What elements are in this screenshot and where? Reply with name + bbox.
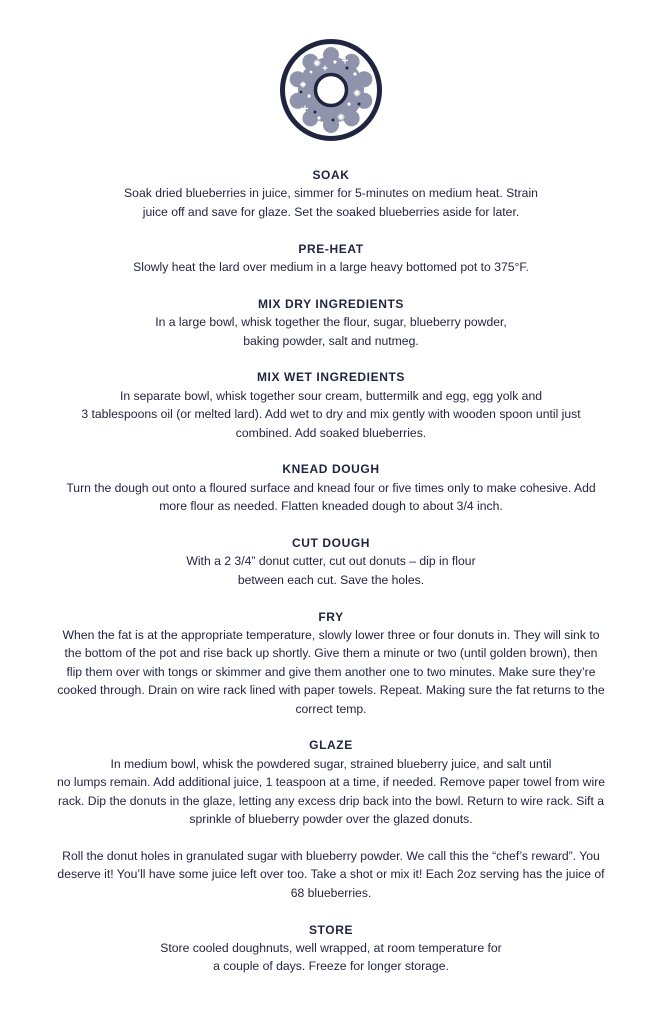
section-pre-heat [14,240,648,277]
section-fry [14,608,648,718]
section-body [14,313,648,350]
section-title: MIX WET INGREDIENTS [256,370,406,385]
text-line: Turn the dough out onto a floured surface and knead four or five times only to make cohesive. Add [66,480,596,495]
section-mix-dry [14,295,648,350]
text-line: When the fat is at the appropriate temperature, slowly lower three or four donuts in. They will sink to [62,628,600,643]
text-line: the bottom of the pot and rise back up shortly. Give them a minute or two (until golden brown), then [64,646,598,661]
text-line: combined. Add soaked blueberries. [235,425,427,440]
section-title: FRY [318,609,344,624]
text-line: juice off and save for glaze. Set the soaked blueberries aside for later. [142,204,520,219]
section-glaze [14,736,648,828]
section-body [14,184,648,221]
text-line: a couple of days. Freeze for longer storage. [213,959,449,974]
section-title: SOAK [312,168,350,182]
section-soak [14,166,648,221]
section-store [14,921,648,976]
text-line: sprinkle of blueberry powder over the glazed donuts. [189,812,473,827]
text-line: In medium bowl, whisk the powdered sugar, strained blueberry juice, and salt until [110,756,552,771]
section-title: STORE [308,922,354,937]
text-line: flip them over with tongs or skimmer and give them another one to two minutes. Make sure they’re [66,664,596,679]
section-body [14,479,648,516]
section-body [14,387,648,442]
donut-icon [279,38,383,142]
section-body [14,939,648,976]
section-title: GLAZE [309,738,353,753]
text-line: 3 tablespoons oil (or melted lard). Add wet to dry and mix gently with wooden spoon until just [81,407,581,422]
text-line: more flour as needed. Flatten kneaded dough to about 3/4 inch. [159,499,503,514]
text-line: Roll the donut holes in granulated sugar with blueberry powder. We call this the “chef’s reward”. You [62,848,600,863]
text-line: Slowly heat the lard over medium in a large heavy bottomed pot to 375°F. [133,260,529,275]
section-cut-dough [14,534,648,589]
section-donut-holes [14,847,648,902]
section-body [14,755,648,829]
text-line: 68 blueberries. [290,885,372,900]
text-line: no lumps remain. Add additional juice, 1 teaspoon at a time, if needed. Remove paper towel from wire [56,775,606,790]
section-title: KNEAD DOUGH [282,462,380,477]
text-line: Soak dried blueberries in juice, simmer for 5-minutes on medium heat. Strain [124,186,538,201]
section-body [14,847,648,902]
section-title: MIX DRY INGREDIENTS [257,296,405,311]
section-body [14,626,648,718]
section-title: PRE-HEAT [298,241,364,256]
text-line: cooked through. Drain on wire rack lined with paper towels. Repeat. Making sure the fat returns to the [57,683,605,698]
text-line: In a large bowl, whisk together the flour, sugar, blueberry powder, [155,315,507,330]
text-line: With a 2 3/4” donut cutter, cut out donuts – dip in flour [186,554,476,569]
section-mix-wet [14,368,648,442]
text-line: deserve it! You’ll have some juice left over too. Take a shot or mix it! Each 2oz serving has the juice of [57,867,605,882]
text-line: In separate bowl, whisk together sour cream, buttermilk and egg, egg yolk and [119,388,543,403]
text-line: baking powder, salt and nutmeg. [243,333,419,348]
text-line: correct temp. [295,701,367,716]
section-body [14,552,648,589]
text-line: Store cooled doughnuts, well wrapped, at room temperature for [160,940,502,955]
text-line: between each cut. Save the holes. [237,572,425,587]
recipe-instructions [14,166,648,994]
section-title: CUT DOUGH [291,536,371,551]
section-body [14,258,648,276]
text-line: rack. Dip the donuts in the glaze, letting any excess drip back into the bowl. Return to wire rack. Sift a [57,793,604,808]
section-knead-dough [14,460,648,515]
